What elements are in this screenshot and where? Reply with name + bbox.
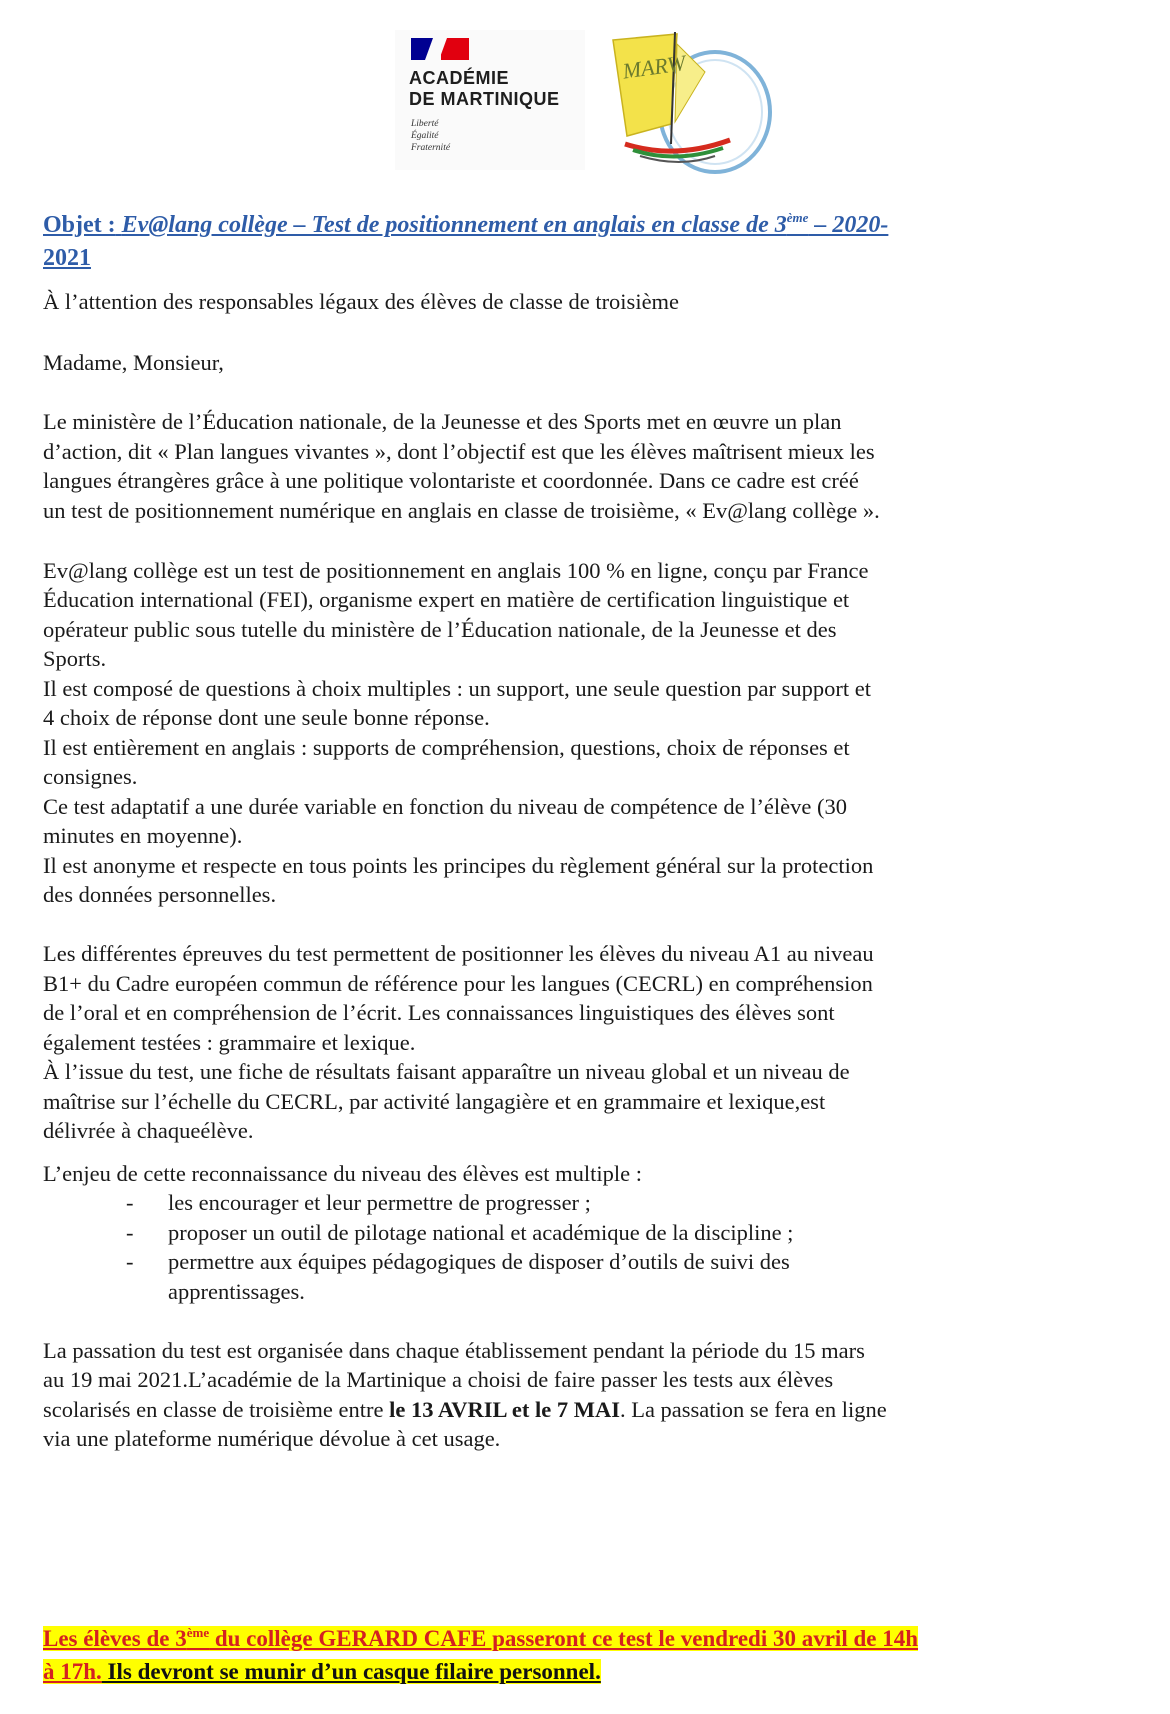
notice-headset-instruction: Ils devront se munir d’un casque filaire personnel.	[101, 1659, 601, 1684]
stakes-intro: L’enjeu de cette reconnaissance du niveau des élèves est multiple :	[43, 1161, 642, 1186]
paragraph-line: Ce test adaptatif a une durée variable en fonction du niveau de compétence de l’élève (30	[43, 794, 848, 819]
paragraph-line: Éducation international (FEI), organisme expert en matière de certification linguistique et	[43, 587, 850, 612]
paragraph-line: À l’issue du test, une fiche de résultats faisant apparaître un niveau global et un niveau de	[43, 1059, 850, 1084]
subject-heading	[43, 209, 888, 275]
marw-sailing-logo	[605, 32, 780, 182]
paragraph-line: délivrée à chaqueélève.	[43, 1118, 254, 1143]
paragraph-line: Les différentes épreuves du test permettent de positionner les élèves du niveau A1 au niveau	[43, 941, 874, 966]
subject-line1	[43, 209, 888, 242]
paragraph-line: Il est entièrement en anglais : supports de compréhension, questions, choix de réponses et	[43, 735, 850, 760]
paragraph-line: La passation du test est organisée dans chaque établissement pendant la période du 15 mars	[43, 1338, 865, 1363]
subject-year-a: – 2020-	[808, 212, 889, 238]
academie-line2: DE MARTINIQUE	[409, 89, 560, 109]
notice-line2	[43, 1655, 918, 1688]
subject-year-b: 2021	[43, 245, 91, 271]
academie-logo	[395, 30, 585, 170]
paragraph-line: un test de positionnement numérique en anglais en classe de troisième, « Ev@lang collège ».	[43, 498, 880, 523]
paragraph-line: au 19 mai 2021.L’académie de la Martinique a choisi de faire passer les tests aux élèves	[43, 1367, 834, 1392]
paragraph-line: 4 choix de réponse dont une seule bonne réponse.	[43, 705, 490, 730]
bullet-dash: -	[126, 1190, 134, 1215]
paragraph-line: également testées : grammaire et lexique.	[43, 1030, 416, 1055]
subject-label: Objet :	[43, 212, 116, 238]
paragraph-line: B1+ du Cadre européen commun de référence pour les langues (CECRL) en compréhension	[43, 971, 873, 996]
paragraph-line: des données personnelles.	[43, 882, 277, 907]
highlighted-notice	[43, 1622, 918, 1688]
marianne-flag-icon	[411, 38, 469, 60]
paragraph-line: maîtrise sur l’échelle du CECRL, par activité langagière et en grammaire et lexique,est	[43, 1089, 826, 1114]
marw-logo-text: MARW	[621, 50, 688, 84]
bullet-dash: -	[126, 1249, 134, 1274]
paragraph-line: minutes en moyenne).	[43, 823, 243, 848]
list-item-text: apprentissages.	[168, 1279, 305, 1304]
subject-title-sup: ème	[786, 210, 809, 225]
paragraph-line: langues étrangères grâce à une politique volontariste et coordonnée. Dans ce cadre est créé	[43, 468, 859, 493]
salutation: Madame, Monsieur,	[43, 350, 224, 375]
list-item-text: proposer un outil de pilotage national et académique de la discipline ;	[168, 1220, 794, 1245]
paragraph-line: Il est anonyme et respecte en tous points les principes du règlement général sur la protection	[43, 853, 874, 878]
paragraph-line	[43, 1394, 887, 1426]
bullet-dash: -	[126, 1220, 134, 1245]
motto-egalite: Égalité	[411, 131, 439, 141]
notice-line1	[43, 1622, 918, 1655]
paragraph-line: via une plateforme numérique dévolue à cet usage.	[43, 1426, 501, 1451]
text-run: . La passation se fera en ligne	[619, 1397, 887, 1422]
addressee-line: À l’attention des responsables légaux des élèves de classe de troisième	[43, 289, 680, 314]
paragraph-line: Sports.	[43, 646, 107, 671]
academie-name	[409, 68, 560, 110]
test-dates-bold: le 13 AVRIL et le 7 MAI	[389, 1397, 620, 1422]
paragraph-line: Ev@lang collège est un test de positionnement en anglais 100 % en ligne, conçu par France	[43, 558, 869, 583]
subject-title: Ev@lang collège – Test de positionnement en anglais en classe de 3	[121, 212, 787, 238]
paragraph-line: Le ministère de l’Éducation nationale, de la Jeunesse et des Sports met en œuvre un plan	[43, 409, 842, 434]
academie-line1: ACADÉMIE	[409, 68, 510, 88]
notice-red-text: Les élèves de 3ème du collège GERARD CAFE passeront ce test le vendredi 30 avril de 14h	[43, 1625, 919, 1651]
list-item-text: les encourager et leur permettre de progresser ;	[168, 1190, 591, 1215]
motto-liberte: Liberté	[411, 119, 439, 129]
text-run: scolarisés en classe de troisième entre	[43, 1397, 390, 1422]
paragraph-line: opérateur public sous tutelle du ministère de l’Éducation nationale, de la Jeunesse et des	[43, 617, 837, 642]
paragraph-line: d’action, dit « Plan langues vivantes », dont l’objectif est que les élèves maîtrisent mieux les	[43, 439, 875, 464]
list-item-text: permettre aux équipes pédagogiques de disposer d’outils de suivi des	[168, 1249, 790, 1274]
notice-red-time: à 17h.	[43, 1659, 102, 1684]
republic-motto	[411, 118, 450, 154]
motto-fraternite: Fraternité	[411, 143, 451, 153]
paragraph-line: consignes.	[43, 764, 138, 789]
paragraph-line: de l’oral et en compréhension de l’écrit. Les connaissances linguistiques des élèves sont	[43, 1000, 835, 1025]
paragraph-line: Il est composé de questions à choix multiples : un support, une seule question par support et	[43, 676, 871, 701]
